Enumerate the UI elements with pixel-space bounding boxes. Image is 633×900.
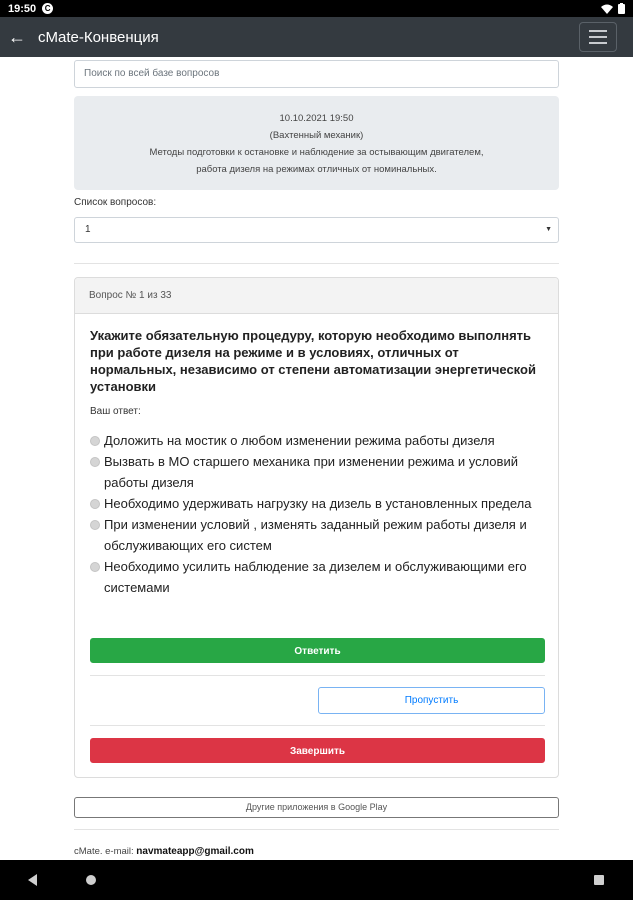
radio-icon[interactable] [90,457,100,467]
answer-button[interactable]: Ответить [90,638,545,663]
status-bar [0,0,633,17]
app-notification-icon: C [42,3,53,14]
app-bar [0,17,633,57]
question-card [74,277,559,778]
question-select[interactable] [74,217,559,243]
divider [74,263,559,264]
answer-option[interactable]: Вызвать в МО старшего механика при изменении режима и условий работы дизеля [90,451,550,493]
battery-icon [618,3,625,14]
caret-down-icon: ▼ [545,226,552,233]
search-input[interactable]: Поиск по всей базе вопросов [74,60,559,88]
footer-label: cMate. e-mail: [74,846,134,857]
info-topic-line-1: Методы подготовки к остановке и наблюдение за остывающим двигателем, [149,147,484,158]
hamburger-icon[interactable] [579,22,617,52]
google-play-button[interactable]: Другие приложения в Google Play [74,797,559,818]
question-counter: Вопрос № 1 из 33 [75,278,558,314]
wifi-icon [601,4,613,14]
radio-icon[interactable] [90,436,100,446]
info-topic-line-2: работа дизеля на режимах отличных от номинальных. [196,164,437,175]
answer-option[interactable]: При изменении условий , изменять заданный режим работы дизеля и обслуживающих его систем [90,514,550,556]
divider [90,675,545,676]
divider [90,725,545,726]
system-nav-bar [0,860,633,900]
radio-icon[interactable] [90,562,100,572]
question-select-value: 1 [85,224,91,235]
nav-recents-icon[interactable] [594,875,604,885]
answer-option[interactable]: Доложить на мостик о любом изменении режима работы дизеля [90,430,550,451]
skip-button[interactable]: Пропустить [318,687,545,714]
finish-button[interactable]: Завершить [90,738,545,763]
divider [74,829,559,830]
radio-icon[interactable] [90,499,100,509]
nav-back-icon[interactable] [28,874,37,886]
info-datetime: 10.10.2021 19:50 [279,113,354,124]
answer-option[interactable]: Необходимо усилить наблюдение за дизелем и обслуживающими его системами [90,556,550,598]
info-role: (Вахтенный механик) [269,130,364,141]
nav-home-icon[interactable] [86,875,96,885]
app-title: cMate-Конвенция [38,28,159,46]
footer [74,846,254,857]
answer-option[interactable]: Необходимо удерживать нагрузку на дизель в установленных предела [90,493,550,514]
question-list-label: Список вопросов: [74,197,157,208]
answer-label: Ваш ответ: [90,406,141,417]
answer-options [90,430,550,598]
question-text: Укажите обязательную процедуру, которую необходимо выполнять при работе дизеля на режиме и в условиях, отличных от нормальных, независимо от степени автоматизации энергетической установки [90,328,536,394]
main-content [0,57,633,860]
radio-icon[interactable] [90,520,100,530]
arrow-left-icon[interactable]: ← [8,26,26,47]
info-panel [74,96,559,190]
footer-email[interactable]: navmateapp@gmail.com [136,846,254,857]
status-time: 19:50 [8,2,37,15]
